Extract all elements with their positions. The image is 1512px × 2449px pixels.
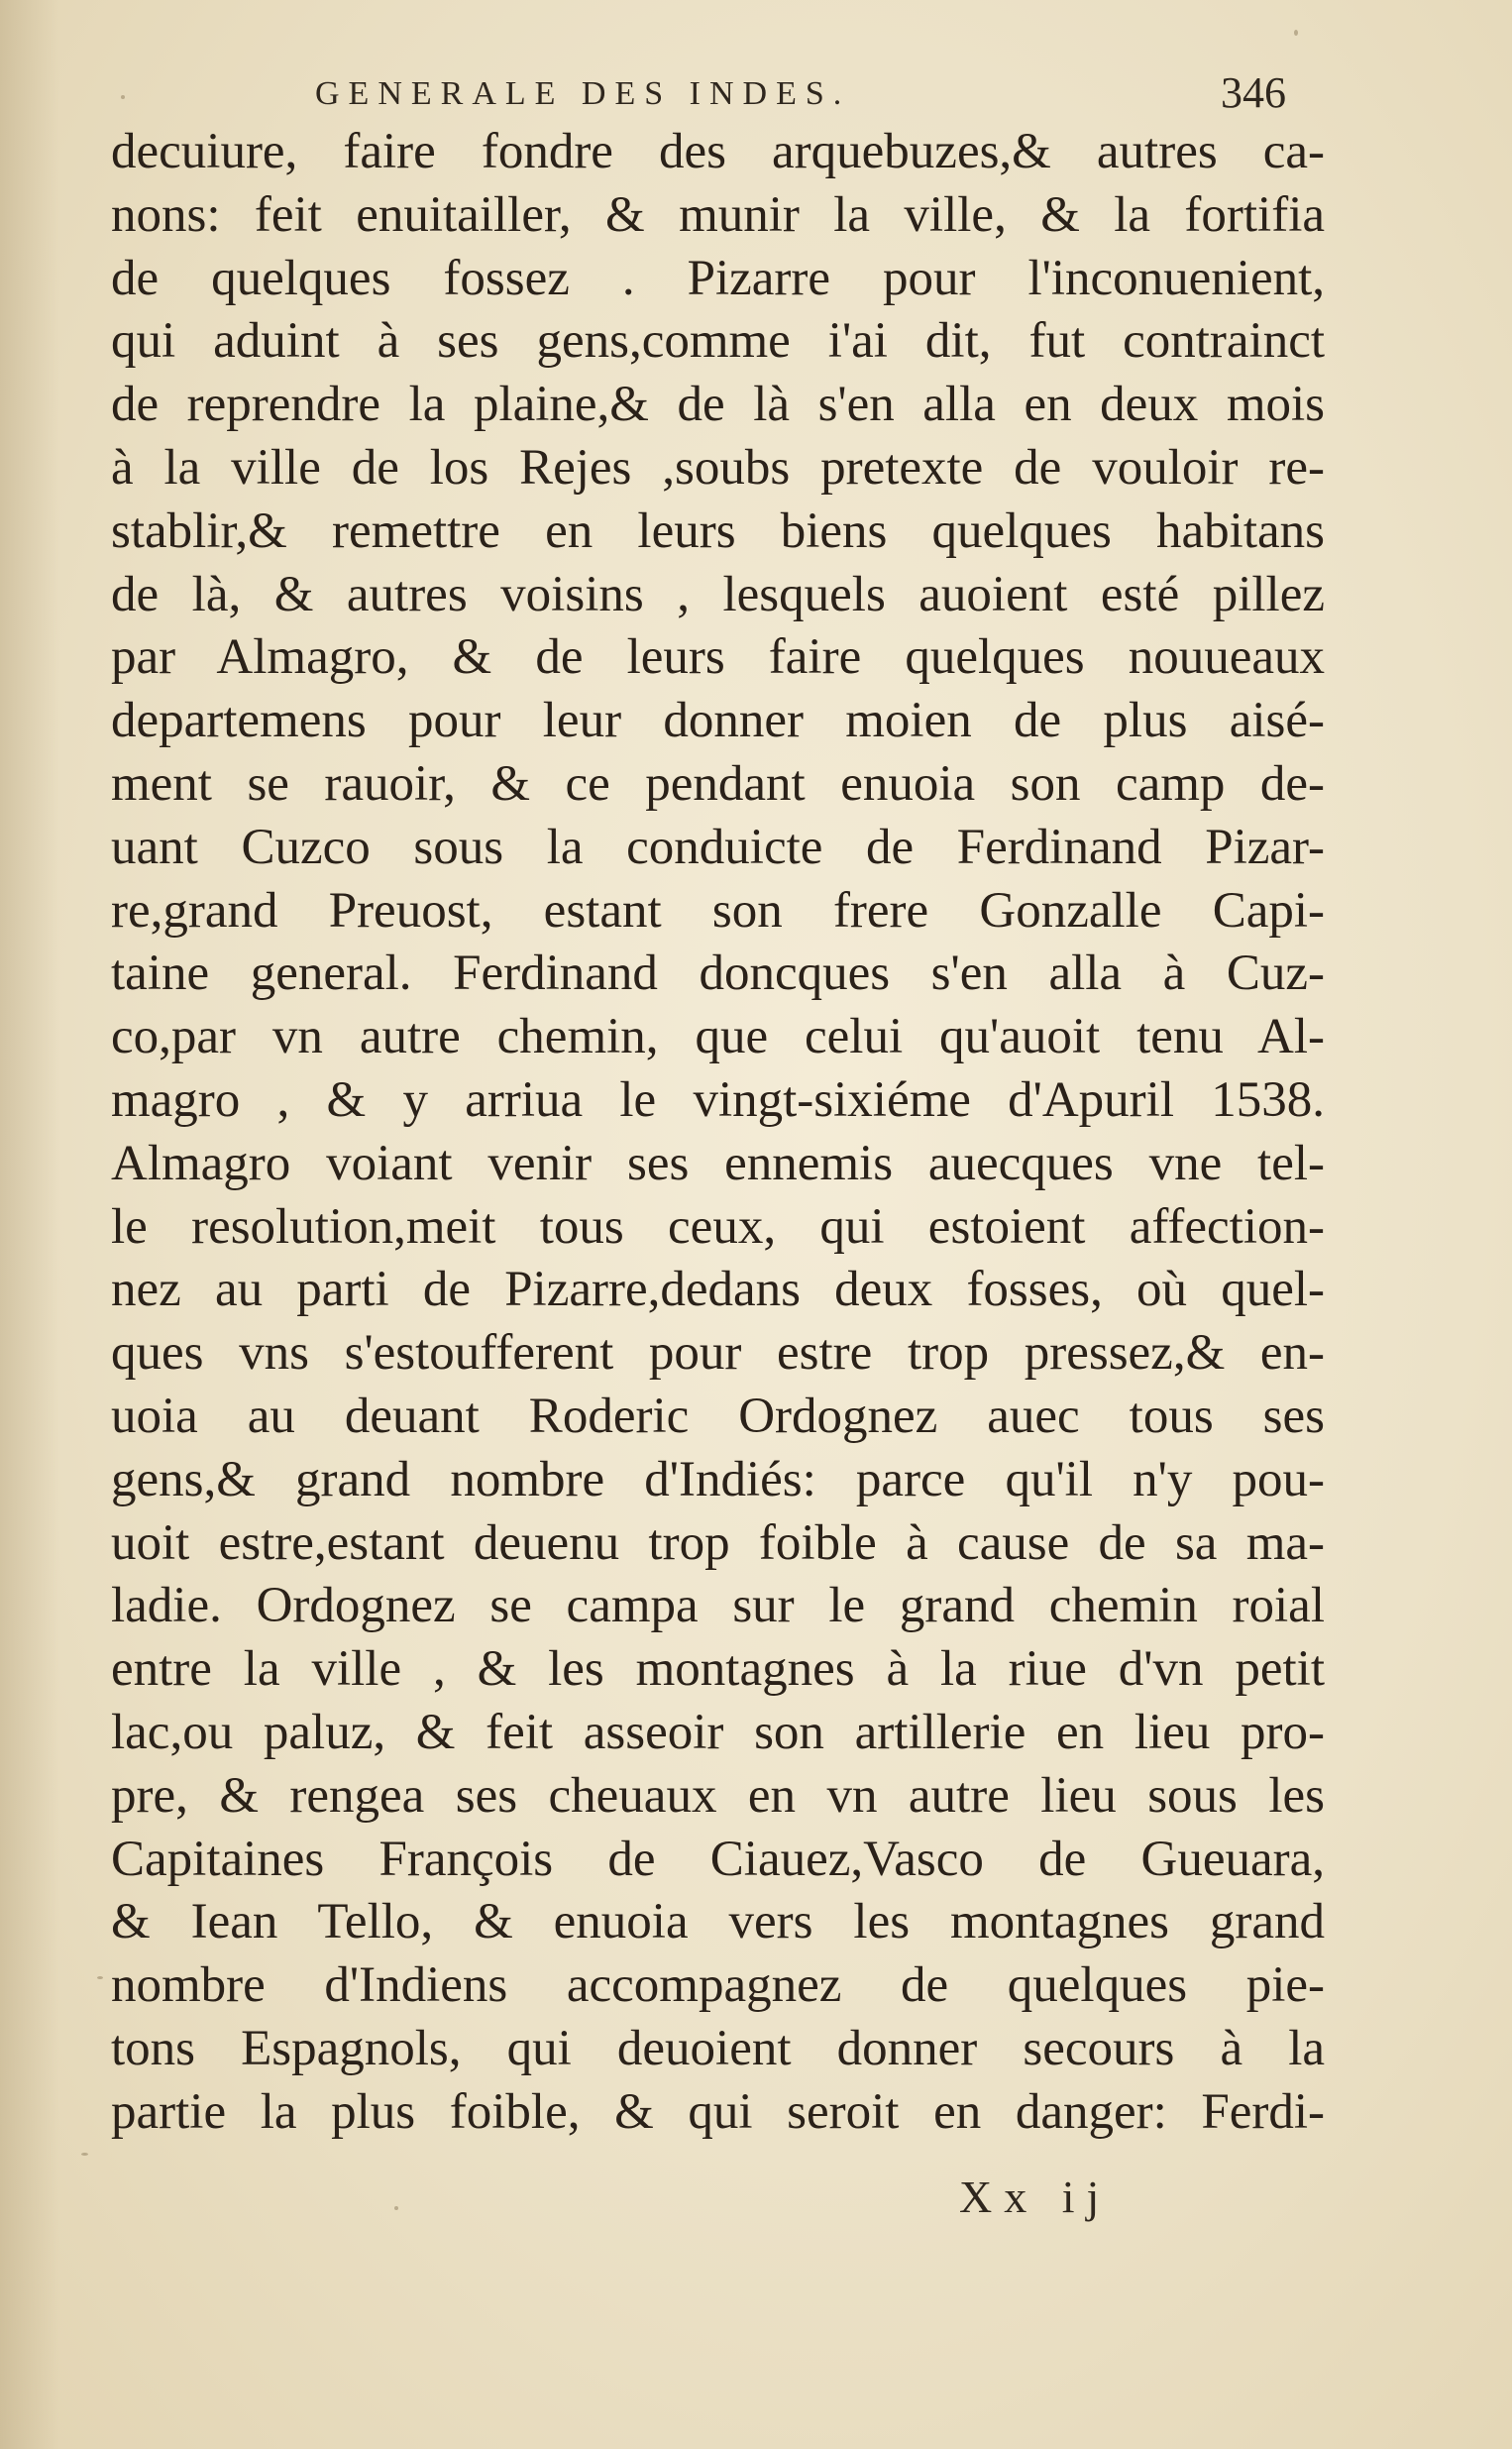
text-line: taine general. Ferdinand doncques s'en alla à Cuz- xyxy=(111,946,1325,1002)
text-line: nez au parti de Pizarre,dedans deux fosses, où quel- xyxy=(111,1262,1325,1318)
paper-fleck xyxy=(81,2153,88,2156)
text-line: à la ville de los Rejes ,soubs pretexte de vouloir re- xyxy=(111,439,1325,496)
text-line: par Almagro, & de leurs faire quelques nouueaux xyxy=(111,629,1325,686)
text-line: decuiure, faire fondre des arquebuzes,& autres ca- xyxy=(111,124,1325,179)
running-head xyxy=(0,67,1512,127)
text-line: partie la plus foible, & qui seroit en danger: Ferdi- xyxy=(111,2083,1325,2140)
signature-mark: Xx ij xyxy=(959,2171,1112,2222)
text-line: de reprendre la plaine,& de là s'en alla en deux mois xyxy=(111,377,1325,433)
text-line: re,grand Preuost, estant son frere Gonzalle Capi- xyxy=(111,882,1325,939)
body-text xyxy=(111,121,1325,2145)
text-line: le resolution,meit tous ceux, qui estoient affection- xyxy=(111,1198,1325,1255)
text-line: de là, & autres voisins , lesquels auoient esté pillez xyxy=(111,566,1325,622)
text-line: stablir,& remettre en leurs biens quelques habitans xyxy=(111,502,1325,559)
text-line: ladie. Ordognez se campa sur le grand chemin roial xyxy=(111,1578,1325,1634)
gutter-shadow xyxy=(0,0,59,2449)
text-line: qui aduint à ses gens,comme i'ai dit, fut contrainct xyxy=(111,313,1325,370)
text-line: pre, & rengea ses cheuaux en vn autre lieu sous les xyxy=(111,1767,1325,1824)
text-line: ment se rauoir, & ce pendant enuoia son camp de- xyxy=(111,755,1325,812)
text-line: Capitaines François de Ciauez,Vasco de Gueuara, xyxy=(111,1831,1325,1887)
text-line: nons: feit enuitailler, & munir la ville, & la fortifia xyxy=(111,186,1325,243)
paper-fleck xyxy=(394,2206,398,2210)
running-title: GENERALE DES INDES. xyxy=(315,75,851,112)
paper-fleck xyxy=(121,95,125,99)
text-line: uoit estre,estant deuenu trop foible à cause de sa ma- xyxy=(111,1514,1325,1571)
text-line: Almagro voiant venir ses ennemis auecques vne tel- xyxy=(111,1135,1325,1191)
page-number: 346 xyxy=(1221,68,1286,117)
text-line: uoia au deuant Roderic Ordognez auec tous ses xyxy=(111,1388,1325,1444)
paper-fleck xyxy=(97,1976,103,1979)
text-line: entre la ville , & les montagnes à la riue d'vn petit xyxy=(111,1641,1325,1698)
text-line: nombre d'Indiens accompagnez de quelques pie- xyxy=(111,1957,1325,2014)
text-line: & Iean Tello, & enuoia vers les montagnes grand xyxy=(111,1894,1325,1950)
paper-fleck xyxy=(1294,30,1298,36)
text-line: lac,ou paluz, & feit asseoir son artillerie en lieu pro- xyxy=(111,1704,1325,1760)
text-line: uant Cuzco sous la conduicte de Ferdinand Pizar- xyxy=(111,819,1325,875)
text-line: co,par vn autre chemin, que celui qu'auoit tenu Al- xyxy=(111,1009,1325,1065)
text-line: gens,& grand nombre d'Indiés: parce qu'il n'y pou- xyxy=(111,1451,1325,1507)
text-line: magro , & y arriua le vingt-sixiéme d'Apuril 1538. xyxy=(111,1071,1325,1128)
text-line: tons Espagnols, qui deuoient donner secours à la xyxy=(111,2020,1325,2076)
text-line: ques vns s'estoufferent pour estre trop pressez,& en- xyxy=(111,1325,1325,1382)
text-line: departemens pour leur donner moien de plus aisé- xyxy=(111,693,1325,749)
text-line: de quelques fossez . Pizarre pour l'inconuenient, xyxy=(111,250,1325,306)
